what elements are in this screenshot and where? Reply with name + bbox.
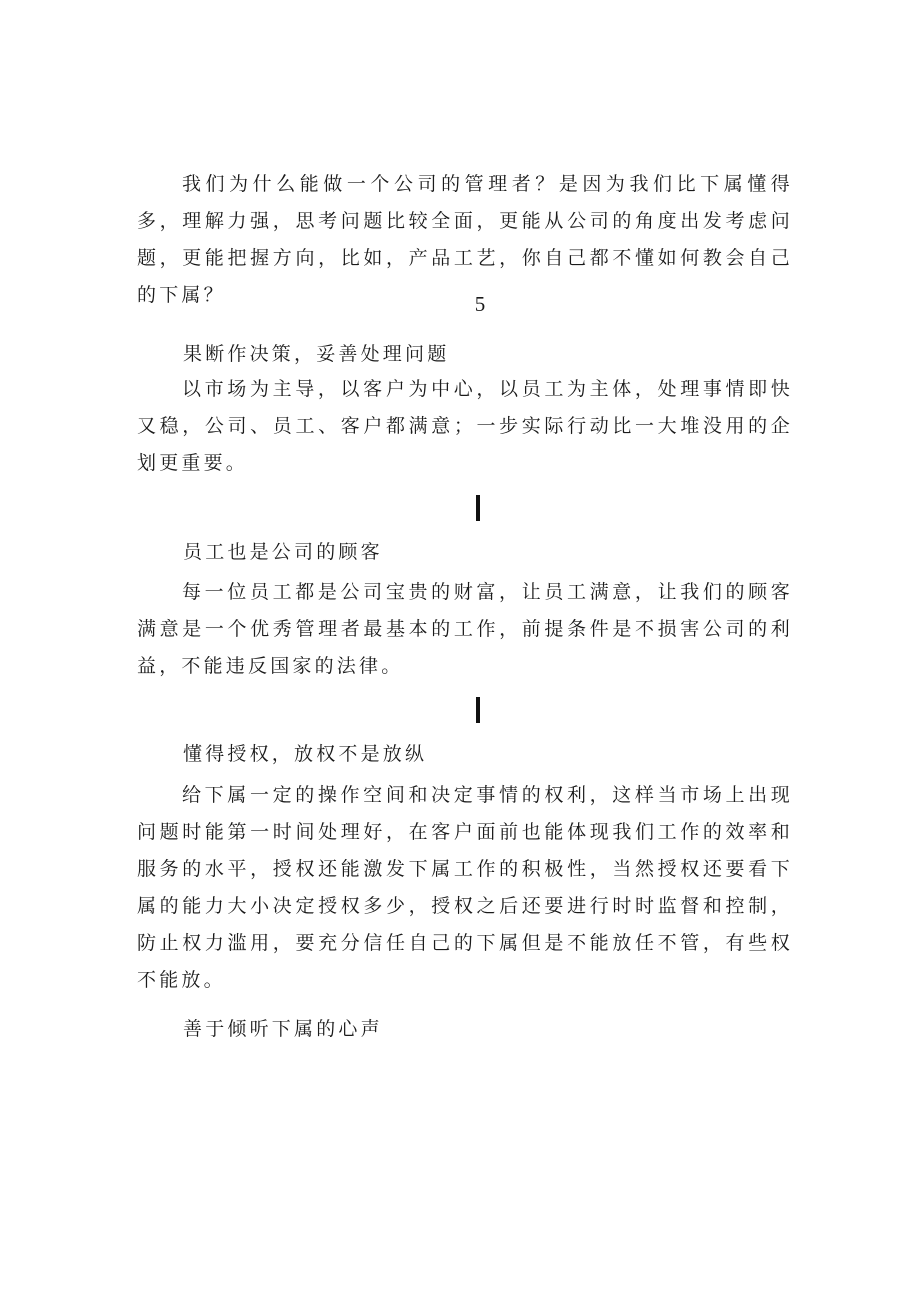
section-heading-employees: 员工也是公司的顾客 [183,541,383,563]
section-body-delegation: 给下属一定的操作空间和决定事情的权利，这样当市场上出现问题时能第一时间处理好，在客户面前也能体现我们工作的效率和服务的水平，授权还能激发下属工作的积极性，当然授权还要看下属的能力大小决定授权多少，授权之后还要进行时时监督和控制，防止权力滥用，要充分信任自己的下属但是不能放任不管，有些权不能放。 [137,784,793,991]
section-body-decision: 以市场为主导，以客户为中心，以员工为主体，处理事情即快又稳，公司、员工、客户都满意；一步实际行动比一大堆没用的企划更重要。 [137,378,793,474]
section-heading-delegation: 懂得授权，放权不是放纵 [183,743,428,765]
section-divider [476,495,480,521]
section-heading-decision: 果断作决策，妥善处理问题 [183,343,450,365]
section-heading-listening: 善于倾听下属的心声 [183,1018,383,1040]
section-divider [476,697,480,723]
page-number: 5 [474,292,486,316]
intro-paragraph: 我们为什么能做一个公司的管理者？是因为我们比下属懂得多，理解力强，思考问题比较全面，更能从公司的角度出发考虑问题，更能把握方向，比如，产品工艺，你自己都不懂如何教会自己的下属？ [137,173,793,306]
section-body-employees: 每一位员工都是公司宝贵的财富，让员工满意，让我们的顾客满意是一个优秀管理者最基本的工作，前提条件是不损害公司的利益，不能违反国家的法律。 [137,581,793,677]
